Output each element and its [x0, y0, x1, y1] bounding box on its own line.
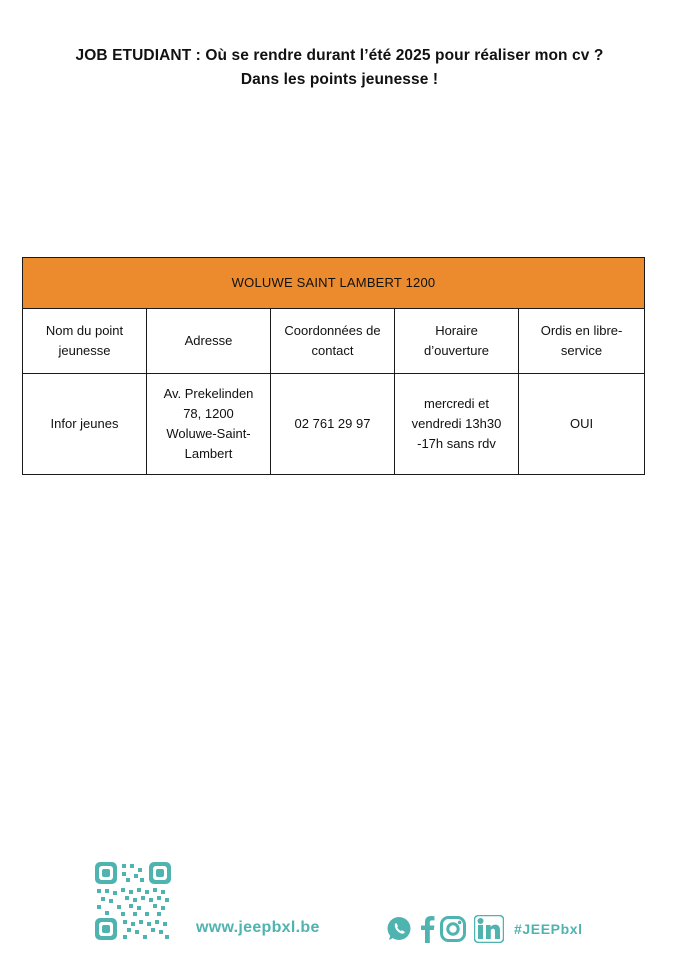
table-row — [23, 374, 645, 475]
facebook-icon[interactable] — [420, 915, 436, 943]
title-line-2: Dans les points jeunesse ! — [240, 71, 439, 88]
cell-contact: 02 761 29 97 — [271, 374, 395, 475]
hashtag: #JEEPbxl — [514, 921, 583, 937]
title-line-1: JOB ETUDIANT : Où se rendre durant l’été 2025 pour réaliser mon cv ? — [75, 47, 604, 64]
page-title — [0, 44, 679, 92]
header-computers: Ordis en libre-service — [519, 309, 645, 374]
whatsapp-icon[interactable] — [386, 916, 412, 942]
qr-code-icon — [95, 862, 171, 945]
cell-address: Av. Prekelinden 78, 1200 Woluwe-Saint-Lambert — [147, 374, 271, 475]
youth-points-table — [22, 257, 645, 475]
instagram-icon[interactable] — [440, 916, 466, 942]
social-icons — [386, 915, 504, 943]
region-header: WOLUWE SAINT LAMBERT 1200 — [23, 258, 645, 309]
cell-computers: OUI — [519, 374, 645, 475]
header-contact: Coordonnées de contact — [271, 309, 395, 374]
header-name: Nom du point jeunesse — [23, 309, 147, 374]
linkedin-icon[interactable] — [474, 915, 504, 943]
header-hours: Horaire d’ouverture — [395, 309, 519, 374]
header-address: Adresse — [147, 309, 271, 374]
cell-name: Infor jeunes — [23, 374, 147, 475]
website-link[interactable]: www.jeepbxl.be — [196, 919, 320, 936]
cell-hours: mercredi et vendredi 13h30 -17h sans rdv — [395, 374, 519, 475]
